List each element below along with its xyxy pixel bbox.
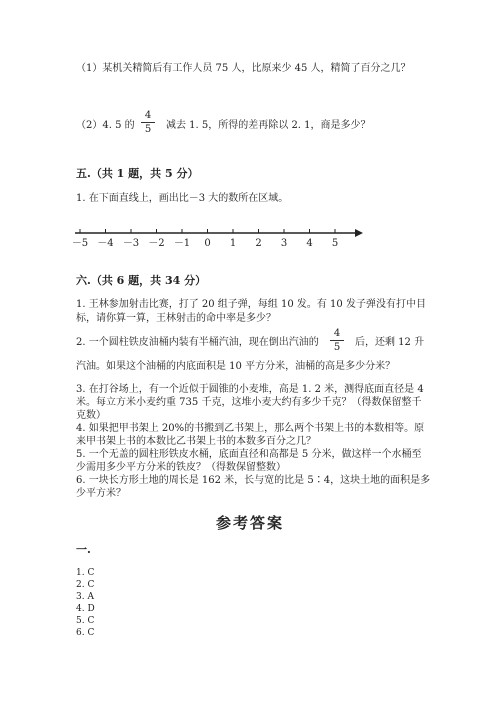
question-4-1: （1）某机关精简后有工作人员 75 人，比原来少 45 人，精简了百分之几？ <box>76 63 411 74</box>
section-5-heading: 五.（共 1 题，共 5 分） <box>76 167 199 180</box>
number-line-label: －3 <box>122 238 140 249</box>
question-6-1-line2: 标，请你算一算，王林射击的命中率是多少？ <box>76 313 276 324</box>
question-4-2-suffix: 减去 1. 5，所得的差再除以 2. 1，商是多少？ <box>166 120 371 131</box>
question-6-4-line1: 4. 如果把甲书架上 20%的书搬到乙书架上，那么两个书架上书的本数相等。原 <box>76 423 425 434</box>
question-6-2-suffix: 后，还剩 12 升 <box>355 337 425 348</box>
number-line-label: －2 <box>148 238 165 249</box>
number-line <box>70 224 370 254</box>
question-6-3-line3: 克数） <box>76 410 106 421</box>
number-line-label: 1 <box>229 238 237 249</box>
answer-item: 1. C <box>76 568 95 578</box>
number-line-label: 3 <box>280 238 288 249</box>
answers-list <box>76 567 95 639</box>
number-line-arrow <box>355 229 363 237</box>
number-line-label: 0 <box>204 238 211 249</box>
fraction-numerator: 4 <box>333 328 341 339</box>
fraction-numerator: 4 <box>144 110 152 121</box>
fraction-four-fifths-2 <box>330 328 344 353</box>
section-6-heading: 六.（共 6 题，共 34 分） <box>76 274 207 287</box>
answers-section-label: 一. <box>76 543 91 556</box>
number-line-label: 5 <box>331 238 339 249</box>
answer-item: 4. D <box>76 604 95 614</box>
question-4-2-prefix: （2）4. 5 的 <box>76 120 135 131</box>
fraction-bar <box>141 122 155 123</box>
fraction-denominator: 5 <box>144 124 152 135</box>
answer-item: 2. C <box>76 580 95 590</box>
question-6-3-line1: 3. 在打谷场上，有一个近似于圆锥的小麦堆，高是 1. 2 米，测得底面直径是 4 <box>76 384 424 395</box>
question-6-2-prefix: 2. 一个圆柱铁皮油桶内装有半桶汽油，现在倒出汽油的 <box>76 337 319 348</box>
answer-item: 5. C <box>76 616 95 626</box>
number-line-label: 2 <box>255 238 262 249</box>
question-6-6-line1: 6. 一块长方形土地的周长是 162 米，长与宽的比是 5∶4，这块土地的面积是多 <box>76 475 431 486</box>
fraction-denominator: 5 <box>333 342 341 353</box>
number-line-label: 4 <box>306 238 313 249</box>
number-line-label: －4 <box>97 238 114 249</box>
number-line-label: －1 <box>173 238 191 249</box>
question-6-6-line2: 少平方米？ <box>76 488 126 499</box>
question-6-1-line1: 1. 王林参加射击比赛，打了 20 组子弹，每组 10 发。有 10 发子弹没有打中目 <box>76 299 426 310</box>
answer-item: 3. A <box>76 592 94 602</box>
question-6-3-line2: 米。每立方米小麦约重 735 千克，这堆小麦大约有多少千克？（得数保留整千 <box>76 397 422 408</box>
answer-item: 6. C <box>76 628 95 638</box>
question-6-5-line2: 少需用多少平方分米的铁皮？（得数保留整数） <box>76 462 286 473</box>
question-6-5-line1: 5. 一个无盖的圆柱形铁皮水桶，底面直径和高都是 5 分米，做这样一个水桶至 <box>76 449 422 460</box>
fraction-bar <box>330 340 344 341</box>
number-line-label: －5 <box>71 238 89 249</box>
question-5-1: 1. 在下面直线上，画出比－3 大的数所在区域。 <box>76 193 289 204</box>
fraction-four-fifths <box>141 110 155 135</box>
question-6-4-line2: 来甲书架上书的本数比乙书架上书的本数多百分之几？ <box>76 436 316 447</box>
answers-title: 参考答案 <box>215 514 284 532</box>
question-6-2-line2: 汽油。如果这个油桶的内底面积是 10 平方分米，油桶的高是多少分米？ <box>76 361 396 372</box>
